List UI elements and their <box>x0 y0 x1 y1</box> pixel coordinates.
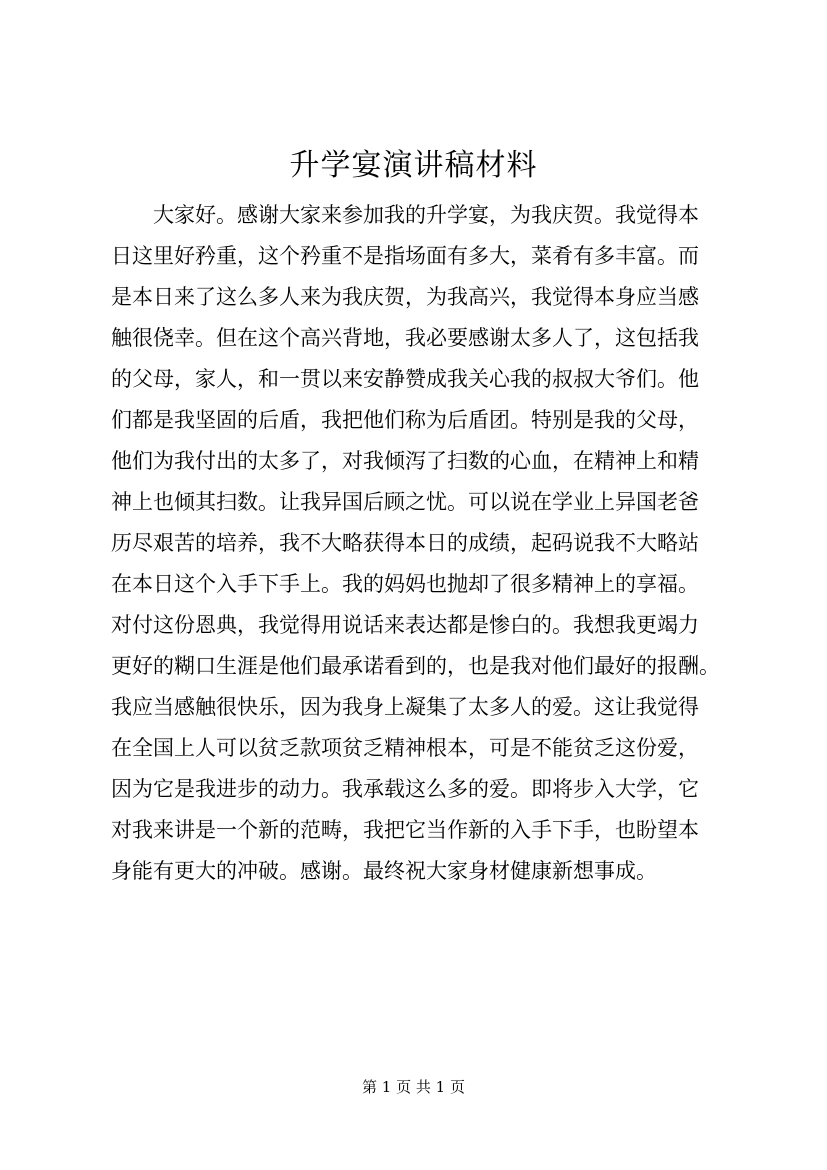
body-line: 对付这份恩典，我觉得用说话来表达都是惨白的。我想我更竭力 <box>111 613 699 637</box>
body-line: 对我来讲是一个新的范畴，我把它当作新的入手下手，也盼望本 <box>111 818 699 842</box>
body-line: 是本日来了这么多人来为我庆贺，为我高兴，我觉得本身应当感 <box>111 285 699 309</box>
body-line: 在全国上人可以贫乏款项贫乏精神根本，可是不能贫乏这份爱， <box>111 736 699 760</box>
body-line: 们都是我坚固的后盾，我把他们称为后盾团。特别是我的父母， <box>111 408 699 432</box>
body-line: 日这里好矜重，这个矜重不是指场面有多大，菜肴有多丰富。而 <box>111 244 699 268</box>
body-line: 他们为我付出的太多了，对我倾泻了扫数的心血，在精神上和精 <box>111 449 699 473</box>
body-line: 历尽艰苦的培养，我不大略获得本日的成绩，起码说我不大略站 <box>111 531 699 555</box>
document-title: 升学宴演讲稿材料 <box>289 148 538 183</box>
body-line: 在本日这个入手下手上。我的妈妈也抛却了很多精神上的享福。 <box>111 572 699 596</box>
body-line: 触很侥幸。但在这个高兴背地，我必要感谢太多人了，这包括我 <box>111 326 699 350</box>
body-line: 神上也倾其扫数。让我异国后顾之忧。可以说在学业上异国老爸 <box>111 490 699 514</box>
body-line: 大家好。感谢大家来参加我的升学宴，为我庆贺。我觉得本 <box>111 203 699 227</box>
body-line: 更好的糊口生涯是他们最承诺看到的，也是我对他们最好的报酬。 <box>111 654 720 678</box>
body-line: 因为它是我进步的动力。我承载这么多的爱。即将步入大学，它 <box>111 777 699 801</box>
body-line: 的父母，家人，和一贯以来安静赞成我关心我的叔叔大爷们。他 <box>111 367 699 391</box>
body-line: 我应当感触很快乐，因为我身上凝集了太多人的爱。这让我觉得 <box>111 695 699 719</box>
body-line: 身能有更大的冲破。感谢。最终祝大家身材健康新想事成。 <box>111 859 657 883</box>
document-body <box>111 195 745 892</box>
page-footer: 第 1 页 共 1 页 <box>362 1078 465 1096</box>
